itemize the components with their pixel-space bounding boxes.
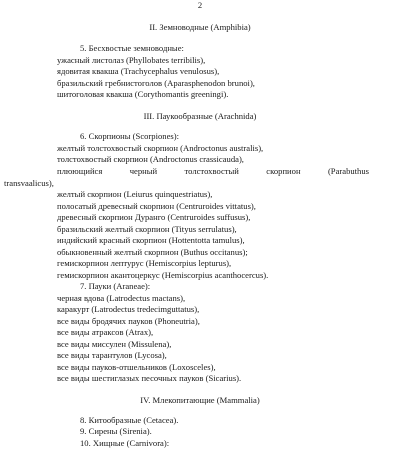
list-item: желтый скорпион (Leiurus quinquestriatus), [57,189,213,199]
list-item: каракурт (Latrodectus tredecimguttatus), [57,304,200,314]
section-heading-arachnida: III. Паукообразные (Arachnida) [143,111,257,121]
list-item: ужасный листолаз (Phyllobates terribilis), [57,55,206,65]
word: скорпион [266,166,301,176]
list-item: 6. Скорпионы (Scorpiones): [80,131,179,141]
justified-line [57,166,369,176]
word: черный [129,166,158,176]
section-heading-mammalia: IV. Млекопитающие (Mammalia) [140,395,260,405]
list-item: 10. Хищные (Carnivora): [80,438,170,448]
list-item: ядовитая квакша (Trachycephalus venulosus), [57,66,220,76]
list-item: шитоголовая квакша (Corythomantis greeningi). [57,89,229,99]
list-item: 5. Бесхвостые земноводные: [80,43,184,53]
list-item: 9. Сирены (Sirenia). [80,426,152,436]
list-item: гемискорпион акантоцеркус (Hemiscorpius acanthocercus). [57,270,269,280]
page-number: 2 [197,0,203,10]
list-item: древесный скорпион Дуранго (Centruroides suffusus), [57,212,251,222]
list-item: 7. Пауки (Araneae): [80,281,151,291]
list-item: все виды тарантулов (Lycosa), [57,350,167,360]
word: (Parabuthus [327,166,369,176]
list-item: бразильский желтый скорпион (Tityus serrulatus), [57,224,237,234]
list-item: все виды шестиглазых песочных пауков (Sicarius). [57,373,242,383]
list-item: 8. Китообразные (Cetacea). [80,415,179,425]
list-item: бразильский гребнистоголов (Aparasphenodon brunoi), [57,78,255,88]
list-item: все виды атраксов (Atrax), [57,327,154,337]
word: толстохвостый [184,166,239,176]
list-item: все виды миссулен (Missulena), [57,339,172,349]
list-item: обыкновенный желтый скорпион (Buthus occitanus); [57,247,248,257]
word: плюющийся [57,166,103,176]
section-heading-amphibia: II. Земноводные (Amphibia) [149,22,251,32]
list-item: все виды бродячих пауков (Phoneutria), [57,316,200,326]
list-item: черная вдова (Latrodectus mactans), [57,293,186,303]
list-item: толстохвостый скорпион (Androctonus crassicauda), [57,154,244,164]
list-item: полосатый древесный скорпион (Centruroides vittatus), [57,201,256,211]
list-item: индийский красный скорпион (Hottentotta tamulus), [57,235,245,245]
list-item: желтый толстохвостый скорпион (Androctonus australis), [57,143,264,153]
list-item: гемискорпион лептурус (Hemiscorpius lepturus), [57,258,232,268]
list-item: transvaalicus), [4,178,54,188]
list-item: все виды пауков-отшельников (Loxosceles), [57,362,216,372]
